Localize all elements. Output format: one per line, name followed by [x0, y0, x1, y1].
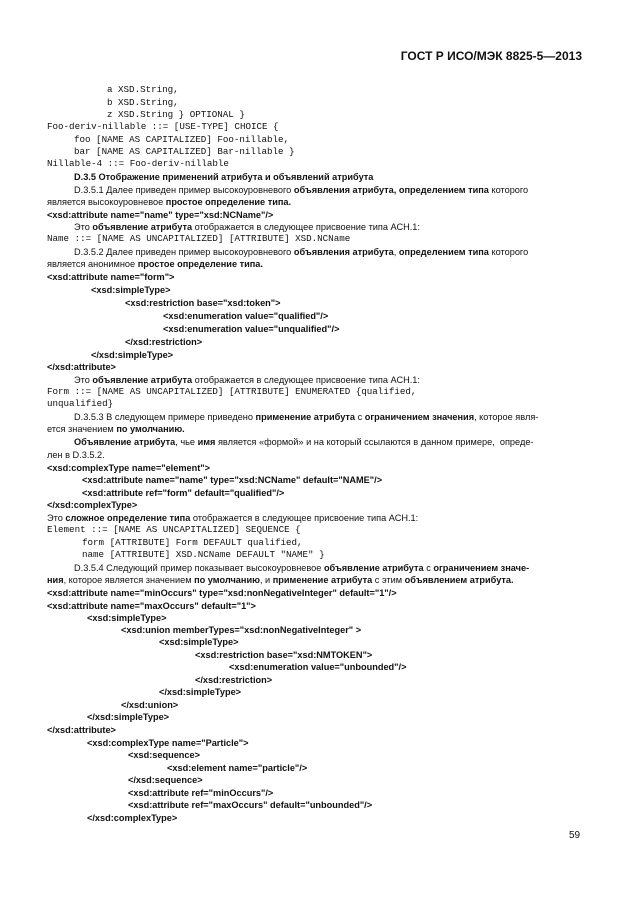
asn1-code-line: b XSD.String, — [107, 97, 179, 108]
text-line — [74, 436, 533, 448]
text-run: , которое явля- — [474, 412, 539, 422]
bold-term: сложное определение типа — [65, 513, 191, 523]
text-run: Это — [47, 513, 66, 523]
text-run: Это — [74, 375, 93, 385]
text-line — [47, 196, 291, 208]
xsd-code-line: <xsd:sequence> — [128, 750, 201, 760]
text-run: которого — [488, 247, 529, 257]
bold-term: Объявление атрибута — [74, 437, 176, 447]
xsd-code-line: <xsd:restriction base="xsd:NMTOKEN"> — [195, 650, 373, 660]
xsd-code-line: </xsd:simpleType> — [91, 350, 174, 360]
xsd-code-line: </xsd:complexType> — [87, 813, 178, 823]
asn1-code-line: Nillable-4 ::= Foo-deriv-nillable — [47, 158, 229, 169]
xsd-code-line: <xsd:simpleType> — [159, 637, 239, 647]
bold-term: простое определение типа. — [137, 259, 263, 269]
text-run: лен в D.3.5.2. — [47, 450, 105, 460]
xsd-code-line: </xsd:sequence> — [128, 775, 203, 785]
xsd-code-line: </xsd:simpleType> — [87, 712, 170, 722]
text-run: отображается в следующее присвоение типа АСН.1: — [192, 375, 420, 385]
bold-term: по умолчанию. — [116, 424, 185, 434]
text-run: отображается в следующее присвоение типа АСН.1: — [190, 513, 419, 523]
text-run: Это — [74, 222, 93, 232]
bold-term: имя — [197, 437, 216, 447]
document-header: ГОСТ Р ИСО/МЭК 8825-5—2013 — [400, 49, 582, 63]
bold-term: простое определение типа. — [165, 197, 292, 207]
asn1-code-line: foo [NAME AS CAPITALIZED] Foo-nillable, — [74, 134, 290, 145]
xsd-code-line: <xsd:attribute name="form"> — [47, 272, 175, 282]
xsd-code-line: <xsd:element name="particle"/> — [167, 763, 308, 773]
text-line — [74, 562, 529, 574]
asn1-code-line: Form ::= [NAME AS UNCAPITALIZED] [ATTRIBUTE] ENUMERATED {qualified, — [47, 386, 417, 397]
xsd-code-line: <xsd:attribute name="maxOccurs" default="1"> — [47, 601, 256, 611]
bold-term: по умолчанию — [194, 575, 260, 585]
xsd-code-line: </xsd:attribute> — [47, 362, 116, 372]
bold-term: объявлением атрибута. — [404, 575, 514, 585]
xsd-code-line: <xsd:attribute ref="form" default="qualified"/> — [82, 488, 285, 498]
bold-term: применение атрибута — [255, 412, 356, 422]
asn1-code-line: bar [NAME AS CAPITALIZED] Bar-nillable } — [74, 146, 295, 157]
xsd-code-line: </xsd:simpleType> — [159, 687, 242, 697]
xsd-code-line: <xsd:simpleType> — [91, 285, 171, 295]
text-line — [74, 184, 528, 196]
bold-term: объявление атрибута — [92, 222, 193, 232]
asn1-code-line: form [ATTRIBUTE] Form DEFAULT qualified, — [82, 537, 303, 548]
xsd-code-line: <xsd:complexType name="element"> — [47, 463, 211, 473]
xsd-code-line: <xsd:enumeration value="unqualified"/> — [163, 324, 340, 334]
bold-term: ограничением значе- — [433, 563, 530, 573]
xsd-code-line: <xsd:enumeration value="unbounded"/> — [229, 662, 407, 672]
xsd-code-line: </xsd:restriction> — [125, 337, 203, 347]
bold-term: объявление атрибута — [323, 563, 424, 573]
bold-term: ограничением значения — [364, 412, 475, 422]
xsd-code-line: <xsd:attribute name="name" type="xsd:NCName"/> — [47, 210, 274, 220]
xsd-code-line: </xsd:attribute> — [47, 725, 116, 735]
text-run: является «формой» и на который ссылаются в данном примере, опреде- — [215, 437, 534, 447]
bold-term: D.3.5 Отображение применений атрибута и объявлений атрибута — [74, 172, 374, 182]
asn1-code-line: a XSD.String, — [107, 84, 179, 95]
asn1-code-line: Element ::= [NAME AS UNCAPITALIZED] SEQUENCE { — [47, 524, 301, 535]
text-run: с — [423, 563, 434, 573]
xsd-code-line: <xsd:attribute ref="minOccurs"/> — [128, 788, 274, 798]
text-run: D.3.5.1 Далее приведен пример высокоуровневого — [74, 185, 294, 195]
text-run: с — [355, 412, 365, 422]
text-run: , которое является значением — [63, 575, 195, 585]
text-run: отображается в следующее присвоение типа АСН.1: — [192, 222, 420, 232]
text-line — [74, 221, 420, 233]
text-run: D.3.5.4 Следующий пример показывает высокоуровневое — [74, 563, 324, 573]
bold-term: ния — [47, 575, 64, 585]
xsd-code-line: <xsd:complexType name="Particle"> — [87, 738, 249, 748]
text-line — [47, 423, 185, 435]
page-number: 59 — [569, 830, 581, 841]
text-run: , — [393, 247, 399, 257]
xsd-code-line: <xsd:attribute ref="maxOccurs" default="unbounded"/> — [128, 800, 373, 810]
asn1-code-line: name [ATTRIBUTE] XSD.NCName DEFAULT "NAME" } — [82, 549, 325, 560]
text-line — [47, 574, 514, 586]
text-run: которого — [488, 185, 529, 195]
text-line — [74, 374, 420, 386]
bold-term: объявления атрибута — [293, 247, 394, 257]
asn1-code-line: z XSD.String } OPTIONAL } — [107, 109, 245, 120]
text-line — [74, 411, 538, 423]
text-line — [47, 449, 105, 461]
xsd-code-line: <xsd:attribute name="minOccurs" type="xsd:nonNegativeInteger" default="1"/> — [47, 588, 397, 598]
text-line — [47, 258, 263, 270]
xsd-code-line: <xsd:restriction base="xsd:token"> — [125, 298, 281, 308]
text-run: D.3.5.2 Далее приведен пример высокоуровневого — [74, 247, 294, 257]
text-run: ется значением — [47, 424, 117, 434]
xsd-code-line: </xsd:complexType> — [47, 500, 138, 510]
text-line — [74, 246, 528, 258]
text-run: , и — [259, 575, 273, 585]
xsd-code-line: </xsd:restriction> — [195, 675, 273, 685]
xsd-code-line: <xsd:attribute name="name" type="xsd:NCName" default="NAME"/> — [82, 475, 383, 485]
text-line — [47, 512, 418, 524]
xsd-code-line: <xsd:simpleType> — [87, 613, 167, 623]
text-run: D.3.5.3 В следующем примере приведено — [74, 412, 256, 422]
text-run: является анонимное — [47, 259, 138, 269]
asn1-code-line: Foo-deriv-nillable ::= [USE-TYPE] CHOICE { — [47, 121, 279, 132]
text-run: является высокоуровневое — [47, 197, 166, 207]
bold-term: определением типа — [398, 247, 489, 257]
bold-term: объявление атрибута — [92, 375, 193, 385]
asn1-code-line: unqualified} — [47, 398, 114, 409]
asn1-code-line: Name ::= [NAME AS UNCAPITALIZED] [ATTRIBUTE] XSD.NCName — [47, 233, 351, 244]
xsd-code-line: <xsd:union memberTypes="xsd:nonNegativeInteger" > — [121, 625, 362, 635]
xsd-code-line: </xsd:union> — [121, 700, 179, 710]
text-run: с этим — [372, 575, 405, 585]
bold-term: применение атрибута — [272, 575, 373, 585]
xsd-code-line: <xsd:enumeration value="qualified"/> — [163, 311, 329, 321]
text-line — [74, 171, 373, 183]
bold-term: объявления атрибута, определением типа — [293, 185, 489, 195]
text-run: , чье — [175, 437, 198, 447]
